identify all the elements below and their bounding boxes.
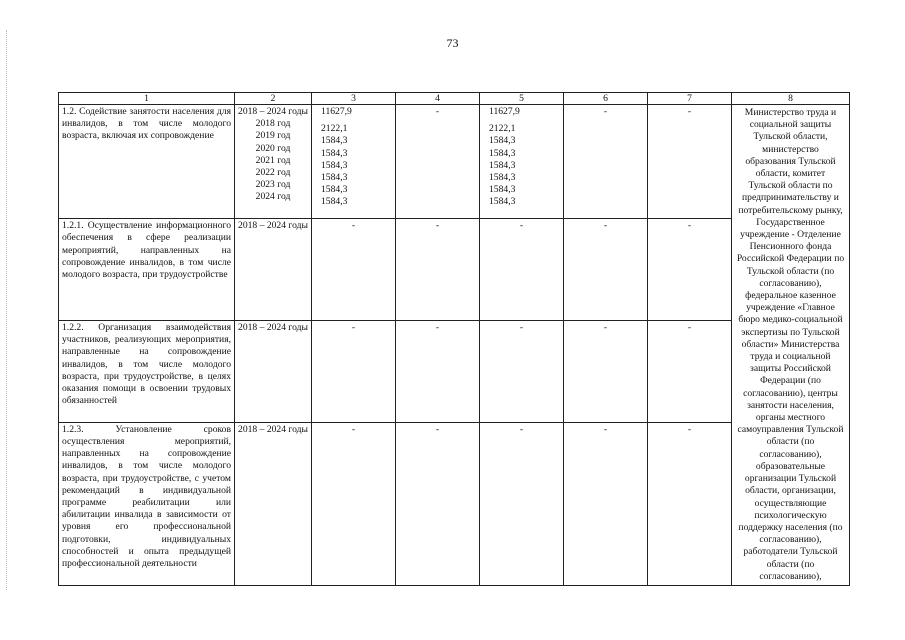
row-1-2-col3 — [312, 105, 396, 219]
col5-total: 11627,9 — [489, 106, 520, 117]
col3-2021: 1584,3 — [321, 159, 348, 171]
row-1-2-2-col7: - — [648, 320, 732, 422]
row-1-2-3-col4: - — [396, 422, 480, 585]
col3-total: 11627,9 — [321, 106, 352, 117]
col5-2020: 1584,3 — [489, 147, 516, 159]
year-2021: 2021 год — [255, 154, 291, 166]
header-row — [59, 93, 850, 105]
program-table — [58, 92, 850, 586]
col3-2024: 1584,3 — [321, 196, 348, 208]
year-2023: 2023 год — [255, 179, 291, 191]
col3-2019: 1584,3 — [321, 135, 348, 147]
table-row — [59, 105, 850, 219]
table-row — [59, 219, 850, 321]
col5-2022: 1584,3 — [489, 172, 516, 184]
row-1-2-col6: - — [564, 105, 648, 219]
table-row — [59, 320, 850, 422]
row-1-2-col7: - — [648, 105, 732, 219]
margin-marks — [6, 30, 7, 590]
col3-2022: 1584,3 — [321, 172, 348, 184]
col-header-1: 1 — [59, 93, 235, 105]
col3-2020: 1584,3 — [321, 147, 348, 159]
row-1-2-col5 — [480, 105, 564, 219]
row-1-2-3-col6: - — [564, 422, 648, 585]
row-1-2-1-col4: - — [396, 219, 480, 321]
col-header-5: 5 — [480, 93, 564, 105]
page-number: 73 — [446, 36, 459, 50]
year-2018: 2018 год — [255, 118, 291, 130]
year-2020: 2020 год — [255, 142, 291, 154]
col3-2018: 2122,1 — [321, 123, 348, 135]
responsible-executors: Министерство труда и социальной защиты Тульской области, министерство образования Тульской области, комитет Тульской области по предпринимательству и потребительскому рынку, Государственное учреждение - Отделение Пенсионного фонда Российской Федерации по Тульской области (по согласованию), федеральное казенное учреждение «Главное бюро медико-социальной экспертизы по Тульской области» Министерства труда и социальной защиты Российской Федерации (по согласованию), центры занятости населения, органы местного самоуправления Тульской области (по согласованию), образовательные организации Тульской области, организации, осуществляющие психологическую поддержку населения (по согласованию), работодатели Тульской области (по согласованию), — [732, 105, 850, 586]
row-1-2-col4: - — [396, 105, 480, 219]
col-header-7: 7 — [648, 93, 732, 105]
col-header-6: 6 — [564, 93, 648, 105]
row-1-2-2-col5: - — [480, 320, 564, 422]
row-1-2-3-col5: - — [480, 422, 564, 585]
row-1-2-2-col4: - — [396, 320, 480, 422]
row-1-2-1-col5: - — [480, 219, 564, 321]
row-1-2-2-col6: - — [564, 320, 648, 422]
row-1-2-2-name: 1.2.2. Организация взаимодействия участников, реализующих мероприятия, направленные на сопровождение инвалидов, в том числе молодого возраста, при трудоустройстве, в целях оказания помощи в освоении трудовых обязанностей — [59, 320, 235, 422]
col3-2023: 1584,3 — [321, 184, 348, 196]
col5-2021: 1584,3 — [489, 159, 516, 171]
col5-2024: 1584,3 — [489, 196, 516, 208]
row-1-2-name: 1.2. Содействие занятости населения для инвалидов, в том числе молодого возраста, включая их сопровождение — [59, 105, 235, 219]
table-row — [59, 422, 850, 585]
row-1-2-3-col7: - — [648, 422, 732, 585]
row-1-2-1-col6: - — [564, 219, 648, 321]
col-header-4: 4 — [396, 93, 480, 105]
year-2024: 2024 год — [255, 191, 291, 203]
row-1-2-1-period: 2018 – 2024 годы — [235, 219, 312, 321]
row-1-2-3-col3: - — [312, 422, 396, 585]
year-2019: 2019 год — [255, 130, 291, 142]
row-1-2-period — [235, 105, 312, 219]
period-total: 2018 – 2024 годы — [238, 106, 308, 117]
row-1-2-3-period: 2018 – 2024 годы — [235, 422, 312, 585]
row-1-2-1-col7: - — [648, 219, 732, 321]
col5-2023: 1584,3 — [489, 184, 516, 196]
row-1-2-2-period: 2018 – 2024 годы — [235, 320, 312, 422]
row-1-2-1-col3: - — [312, 219, 396, 321]
col5-2019: 1584,3 — [489, 135, 516, 147]
col5-2018: 2122,1 — [489, 123, 516, 135]
row-1-2-3-name: 1.2.3. Установление сроков осуществления мероприятий, направленных на сопровождение инвалидов, в том числе молодого возраста, при трудоустройстве, с учетом рекомендаций в индивидуальной программе реабилитации или абилитации инвалида в зависимости от уровня его профессиональной подготовки, индивидуальных способностей и опыта предыдущей профессиональной деятельности — [59, 422, 235, 585]
col-header-3: 3 — [312, 93, 396, 105]
row-1-2-2-col3: - — [312, 320, 396, 422]
col-header-2: 2 — [235, 93, 312, 105]
row-1-2-1-name: 1.2.1. Осуществление информационного обеспечения в сфере реализации мероприятий, направленных на сопровождение инвалидов, в том числе молодого возраста, при трудоустройстве — [59, 219, 235, 321]
year-2022: 2022 год — [255, 167, 291, 179]
col-header-8: 8 — [732, 93, 850, 105]
